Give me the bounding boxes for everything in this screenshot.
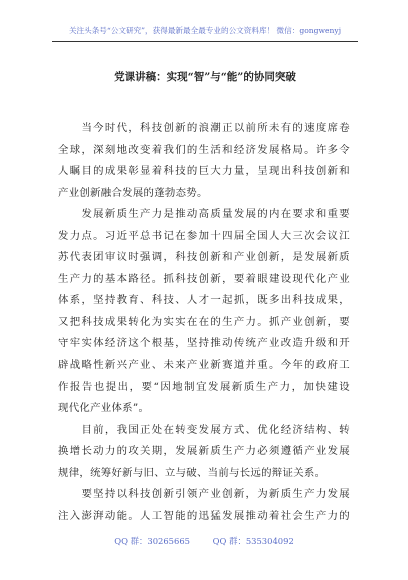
- text-line: 全球，深刻地改变着我们的生活和经济发展格局。许多令: [58, 143, 350, 156]
- text-line: 产业创新融合发展的蓬勃态势。: [58, 186, 208, 199]
- text-line: 规律，统筹好新与旧、立与破、当前与长远的辩证关系。: [58, 466, 326, 479]
- text-line: 发展新质生产力是推动高质量发展的内在要求和重要: [58, 208, 350, 221]
- text-line: 人瞩目的成果彰显着科技的巨大力量，呈现出科技创新和: [58, 165, 350, 178]
- paragraph-4: [58, 484, 350, 527]
- page-footer: [0, 535, 408, 547]
- text-line: 苏代表团审议时强调，科技创新和产业创新，是发展新质: [58, 251, 350, 264]
- text-line: 又把科技成果转化为实实在在的生产力。抓产业创新，要: [58, 315, 350, 328]
- document-body: [58, 118, 350, 527]
- page-header-promo: 关注头条号“公文研究”，获得最新最全最专业的公文资料库！ 微信：gongwenyj: [68, 26, 342, 35]
- text-line: 现代化产业体系”。: [58, 402, 150, 415]
- paragraph-2: [58, 204, 350, 419]
- text-line: 生产力的基本路径。抓科技创新，要着眼建设现代化产业: [58, 272, 350, 285]
- text-line: 要坚持以科技创新引领产业创新，为新质生产力发展: [58, 488, 350, 501]
- qq-group-2: QQ 群：535304092: [212, 536, 294, 546]
- paragraph-1: [58, 118, 350, 204]
- paragraph-3: [58, 420, 350, 485]
- text-line: 体系，坚持教育、科技、人才一起抓，既多出科技成果，: [58, 294, 350, 307]
- text-line: 换增长动力的攻关期，发展新质生产力必须遵循产业发展: [58, 445, 350, 458]
- text-line: 当今时代，科技创新的浪潮正以前所未有的速度席卷: [58, 122, 350, 134]
- text-line: 注入澎湃动能。人工智能的迅猛发展推动着社会生产力的: [58, 509, 350, 522]
- text-line: 作报告也提出，要“因地制宜发展新质生产力，加快建设: [58, 380, 350, 393]
- text-line: 辟战略性新兴产业、未来产业新赛道并重。今年的政府工: [58, 359, 350, 372]
- document-title: 党课讲稿：实现“智”与“能”的协同突破: [114, 71, 296, 83]
- qq-group-1: QQ 群：30265665: [114, 536, 190, 546]
- text-line: 发力点。习近平总书记在参加十四届全国人大三次会议江: [58, 229, 350, 242]
- text-line: 目前，我国正处在转变发展方式、优化经济结构、转: [58, 423, 350, 436]
- text-line: 守牢实体经济这个根基，坚持推动传统产业改造升级和开: [58, 337, 350, 350]
- header-divider: [52, 41, 358, 42]
